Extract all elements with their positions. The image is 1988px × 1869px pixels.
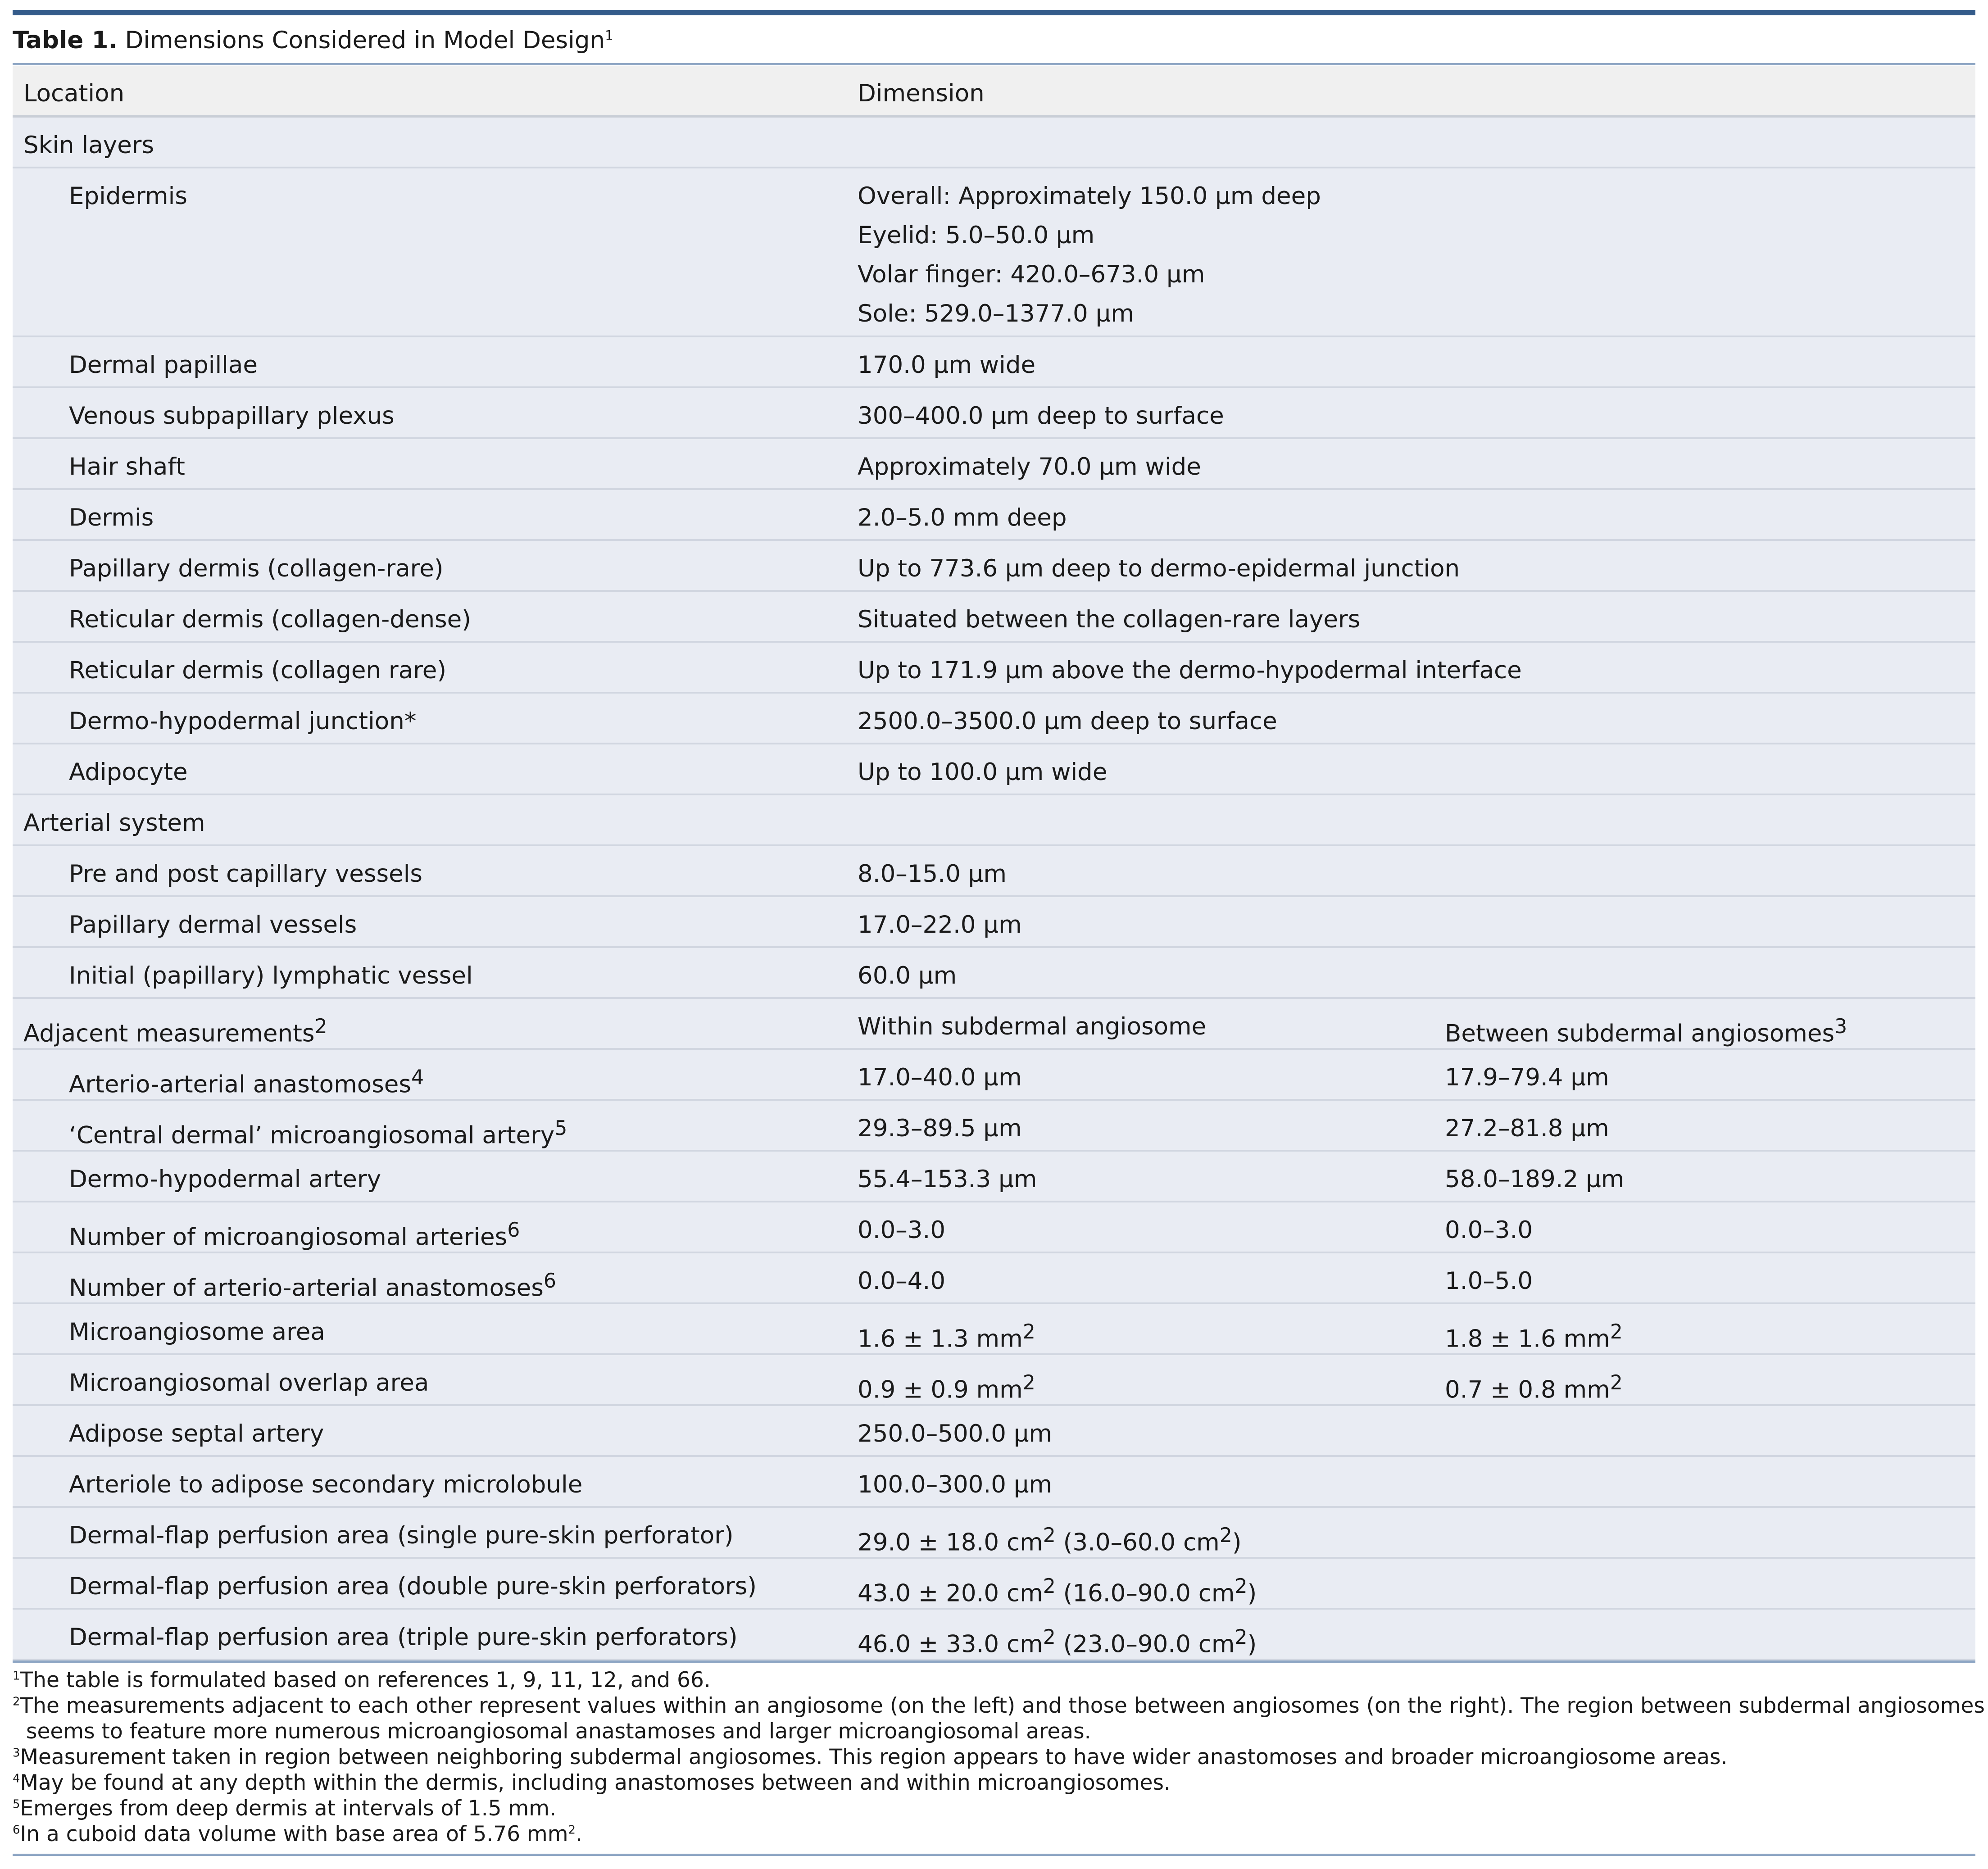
footnote-text: May be found at any depth within the dermis, including anastomoses between and within microangiosomes. bbox=[20, 1770, 1171, 1795]
row-value: Situated between the collagen-rare layers bbox=[858, 606, 1361, 633]
table-row-papillary-dermis bbox=[13, 541, 1975, 592]
caption-rule bbox=[13, 63, 1975, 65]
table-row-dermo-hypodermal-artery bbox=[13, 1152, 1975, 1202]
row-label: Dermal-flap perfusion area (double pure-skin perforators) bbox=[69, 1573, 757, 1600]
row-value bbox=[858, 1618, 1257, 1664]
footnote-2-continued: seems to feature more numerous microangiosomal anastamoses and larger microangiosomal areas. bbox=[26, 1719, 1091, 1744]
row-value: 2.0–5.0 mm deep bbox=[858, 504, 1067, 531]
row-value-within: 17.0–40.0 μm bbox=[858, 1064, 1022, 1091]
row-value: 250.0–500.0 μm bbox=[858, 1420, 1053, 1447]
row-value bbox=[858, 1516, 1242, 1562]
row-label: Hair shaft bbox=[69, 453, 185, 481]
row-label: Initial (papillary) lymphatic vessel bbox=[69, 962, 473, 989]
value-text: ) bbox=[1247, 1579, 1257, 1607]
row-value: 17.0–22.0 μm bbox=[858, 911, 1022, 939]
table-row-adipocyte bbox=[13, 744, 1975, 795]
table-row-initial-lymphatic bbox=[13, 948, 1975, 999]
row-value-within: 55.4–153.3 μm bbox=[858, 1166, 1037, 1193]
row-label: Reticular dermis (collagen-dense) bbox=[69, 606, 471, 633]
footnote-ref: 2 bbox=[314, 1015, 327, 1038]
row-value-within: 0.0–4.0 bbox=[858, 1267, 946, 1295]
value-text: (3.0–60.0 cm bbox=[1055, 1529, 1220, 1556]
table-row-adipose-septal bbox=[13, 1406, 1975, 1457]
table-row-reticular-rare bbox=[13, 643, 1975, 694]
row-label: Dermal papillae bbox=[69, 351, 258, 379]
row-value-within: 0.0–3.0 bbox=[858, 1216, 946, 1244]
table-row-microangiosome-area bbox=[13, 1304, 1975, 1355]
table-title: Dimensions Considered in Model Design bbox=[125, 27, 605, 54]
value-text: 1.6 ± 1.3 mm bbox=[858, 1325, 1023, 1353]
value-text: (16.0–90.0 cm bbox=[1055, 1579, 1235, 1607]
group-row-adjacent-measurements bbox=[13, 999, 1975, 1050]
footnote-text: . bbox=[575, 1822, 582, 1846]
row-label: Dermis bbox=[69, 504, 154, 531]
unit-exponent: 2 bbox=[1022, 1371, 1035, 1394]
footnote-ref: 6 bbox=[543, 1270, 556, 1293]
value-text: 46.0 ± 33.0 cm bbox=[858, 1630, 1043, 1658]
row-value-within bbox=[858, 1363, 1035, 1410]
row-label-text: Arterio-arterial anastomoses bbox=[69, 1071, 411, 1098]
subheader-within: Within subdermal angiosome bbox=[858, 1013, 1207, 1040]
row-label: Papillary dermis (collagen-rare) bbox=[69, 555, 444, 582]
value-text: ) bbox=[1247, 1630, 1257, 1658]
bottom-rule bbox=[13, 1854, 1975, 1856]
row-label bbox=[69, 1211, 520, 1257]
between-label-text: Between subdermal angiosomes bbox=[1445, 1020, 1835, 1048]
footnote-text: The measurements adjacent to each other represent values within an angiosome (on the left) and those between angiosomes (on the right). The region between subdermal angiosomes bbox=[20, 1693, 1985, 1718]
row-label: Arteriole to adipose secondary microlobule bbox=[69, 1471, 583, 1498]
row-label bbox=[69, 1109, 567, 1155]
row-label bbox=[69, 1261, 556, 1308]
row-value-between: 27.2–81.8 μm bbox=[1445, 1115, 1609, 1142]
row-value bbox=[858, 1567, 1257, 1613]
footnote-2 bbox=[13, 1693, 1985, 1719]
table-row-central-dermal bbox=[13, 1101, 1975, 1152]
footnote-number: 2 bbox=[13, 1695, 20, 1709]
footnote-text: Measurement taken in region between neighboring subdermal angiosomes. This region appears to have wider anastomoses and broader microangiosome areas. bbox=[20, 1745, 1728, 1769]
group-row-arterial-system bbox=[13, 795, 1975, 846]
footnote-number: 4 bbox=[13, 1772, 20, 1786]
row-value-between: 17.9–79.4 μm bbox=[1445, 1064, 1609, 1091]
group-label: Arterial system bbox=[23, 809, 205, 837]
footnote-ref: 4 bbox=[411, 1066, 424, 1089]
row-value: Up to 100.0 μm wide bbox=[858, 758, 1107, 786]
row-label: Pre and post capillary vessels bbox=[69, 860, 423, 888]
value-text: (23.0–90.0 cm bbox=[1055, 1630, 1235, 1658]
table-row-dermal-papillae bbox=[13, 337, 1975, 388]
row-value: Eyelid: 5.0–50.0 μm bbox=[858, 222, 1095, 249]
unit-exponent: 2 bbox=[1022, 1320, 1035, 1343]
row-label: Reticular dermis (collagen rare) bbox=[69, 657, 447, 684]
table-row-arteriole-adipose bbox=[13, 1457, 1975, 1508]
unit-exponent: 2 bbox=[1610, 1371, 1623, 1394]
footnote-text: In a cuboid data volume with base area of 5.76 mm bbox=[20, 1822, 568, 1846]
footnote-3 bbox=[13, 1744, 1975, 1770]
header-location: Location bbox=[23, 80, 125, 107]
row-value: 60.0 μm bbox=[858, 962, 957, 989]
table-row-dermis bbox=[13, 490, 1975, 541]
row-value: 300–400.0 μm deep to surface bbox=[858, 402, 1224, 430]
row-label: Microangiosomal overlap area bbox=[69, 1369, 429, 1397]
footnotes bbox=[13, 1667, 1985, 1847]
row-label-text: Number of microangiosomal arteries bbox=[69, 1223, 508, 1251]
row-value-between: 58.0–189.2 μm bbox=[1445, 1166, 1625, 1193]
footnote-4 bbox=[13, 1770, 1975, 1796]
row-value-between: 1.0–5.0 bbox=[1445, 1267, 1533, 1295]
group-row-skin-layers bbox=[13, 118, 1975, 168]
footnote-text: The table is formulated based on references 1, 9, 11, 12, and 66. bbox=[20, 1668, 711, 1692]
row-value-between: 0.0–3.0 bbox=[1445, 1216, 1533, 1244]
row-value: 8.0–15.0 μm bbox=[858, 860, 1007, 888]
value-text: 0.7 ± 0.8 mm bbox=[1445, 1376, 1610, 1404]
row-value: Sole: 529.0–1377.0 μm bbox=[858, 300, 1134, 327]
footnote-6 bbox=[13, 1821, 1975, 1847]
table-row-epidermis bbox=[13, 168, 1975, 337]
table-row-dermo-hypodermal-junction bbox=[13, 694, 1975, 744]
table-label: Table 1. bbox=[13, 27, 118, 54]
footnote-text: Emerges from deep dermis at intervals of 1.5 mm. bbox=[20, 1796, 557, 1821]
table-row-aa-anastomoses bbox=[13, 1050, 1975, 1101]
value-text: 29.0 ± 18.0 cm bbox=[858, 1529, 1043, 1556]
row-label: Dermal-flap perfusion area (single pure-skin perforator) bbox=[69, 1522, 734, 1549]
subheader-between bbox=[1445, 1007, 1847, 1053]
row-value: 100.0–300.0 μm bbox=[858, 1471, 1053, 1498]
unit-exponent: 2 bbox=[1043, 1626, 1056, 1649]
table-row-pre-post-capillary bbox=[13, 846, 1975, 897]
table-row-venous-plexus bbox=[13, 388, 1975, 439]
table-row-num-aa-anastomoses bbox=[13, 1253, 1975, 1304]
unit-exponent: 2 bbox=[1043, 1575, 1056, 1598]
table-row-num-micro-arteries bbox=[13, 1202, 1975, 1253]
table-row-papillary-vessels bbox=[13, 897, 1975, 948]
caption-note: 1 bbox=[605, 27, 613, 43]
table-caption bbox=[13, 24, 613, 57]
row-label bbox=[69, 1058, 424, 1104]
table-row-hair-shaft bbox=[13, 439, 1975, 490]
value-text: ) bbox=[1232, 1529, 1242, 1556]
row-value-between bbox=[1445, 1312, 1623, 1359]
row-value: Up to 171.9 μm above the dermo-hypodermal interface bbox=[858, 657, 1522, 684]
row-label: Papillary dermal vessels bbox=[69, 911, 357, 939]
row-label: Dermo-hypodermal artery bbox=[69, 1166, 381, 1193]
row-value-within bbox=[858, 1312, 1035, 1359]
row-label: Dermo-hypodermal junction* bbox=[69, 708, 417, 735]
footnote-ref: 5 bbox=[554, 1117, 567, 1140]
table-row-flap-triple bbox=[13, 1610, 1975, 1660]
footnote-number: 1 bbox=[13, 1669, 20, 1683]
unit-exponent: 2 bbox=[1219, 1524, 1232, 1547]
row-label: Epidermis bbox=[69, 182, 187, 210]
footnote-number: 3 bbox=[13, 1746, 20, 1760]
group-label: Skin layers bbox=[23, 132, 154, 159]
row-value: 2500.0–3500.0 μm deep to surface bbox=[858, 708, 1277, 735]
value-text: 1.8 ± 1.6 mm bbox=[1445, 1325, 1610, 1353]
unit-exponent: 2 bbox=[1235, 1575, 1248, 1598]
row-label-text: ‘Central dermal’ microangiosomal artery bbox=[69, 1121, 555, 1149]
footnote-number: 5 bbox=[13, 1797, 20, 1811]
unit-exponent: 2 bbox=[568, 1823, 576, 1837]
dimensions-table bbox=[13, 66, 1975, 1663]
unit-exponent: 2 bbox=[1610, 1320, 1623, 1343]
row-value: Overall: Approximately 150.0 μm deep bbox=[858, 182, 1321, 210]
row-label: Microangiosome area bbox=[69, 1318, 325, 1346]
table-row-overlap-area bbox=[13, 1355, 1975, 1406]
footnote-ref: 6 bbox=[507, 1219, 520, 1242]
footnote-ref: 3 bbox=[1834, 1015, 1847, 1038]
footnote-number: 6 bbox=[13, 1823, 20, 1837]
unit-exponent: 2 bbox=[1043, 1524, 1056, 1547]
value-text: 0.9 ± 0.9 mm bbox=[858, 1376, 1023, 1404]
row-value-within: 29.3–89.5 μm bbox=[858, 1115, 1022, 1142]
row-value-between bbox=[1445, 1363, 1623, 1410]
footnote-1 bbox=[13, 1667, 1975, 1693]
row-label-text: Number of arterio-arterial anastomoses bbox=[69, 1274, 544, 1302]
footnote-5 bbox=[13, 1796, 1975, 1821]
row-value: 170.0 μm wide bbox=[858, 351, 1036, 379]
adjacent-label-text: Adjacent measurements bbox=[23, 1020, 315, 1048]
header-dimension: Dimension bbox=[858, 80, 985, 107]
row-value: Up to 773.6 μm deep to dermo-epidermal junction bbox=[858, 555, 1460, 582]
row-label: Adipose septal artery bbox=[69, 1420, 324, 1447]
table-row-reticular-dense bbox=[13, 592, 1975, 643]
table-row-flap-single bbox=[13, 1508, 1975, 1559]
row-label: Adipocyte bbox=[69, 758, 188, 786]
unit-exponent: 2 bbox=[1235, 1626, 1248, 1649]
row-label: Venous subpapillary plexus bbox=[69, 402, 395, 430]
row-value: Volar finger: 420.0–673.0 μm bbox=[858, 261, 1205, 288]
table-header bbox=[13, 66, 1975, 118]
table-row-flap-double bbox=[13, 1559, 1975, 1610]
top-rule bbox=[13, 10, 1975, 15]
value-text: 43.0 ± 20.0 cm bbox=[858, 1579, 1043, 1607]
row-label: Dermal-flap perfusion area (triple pure-skin perforators) bbox=[69, 1624, 738, 1651]
epidermis-values bbox=[858, 177, 1321, 333]
row-value: Approximately 70.0 μm wide bbox=[858, 453, 1201, 481]
group-label bbox=[23, 1007, 327, 1053]
